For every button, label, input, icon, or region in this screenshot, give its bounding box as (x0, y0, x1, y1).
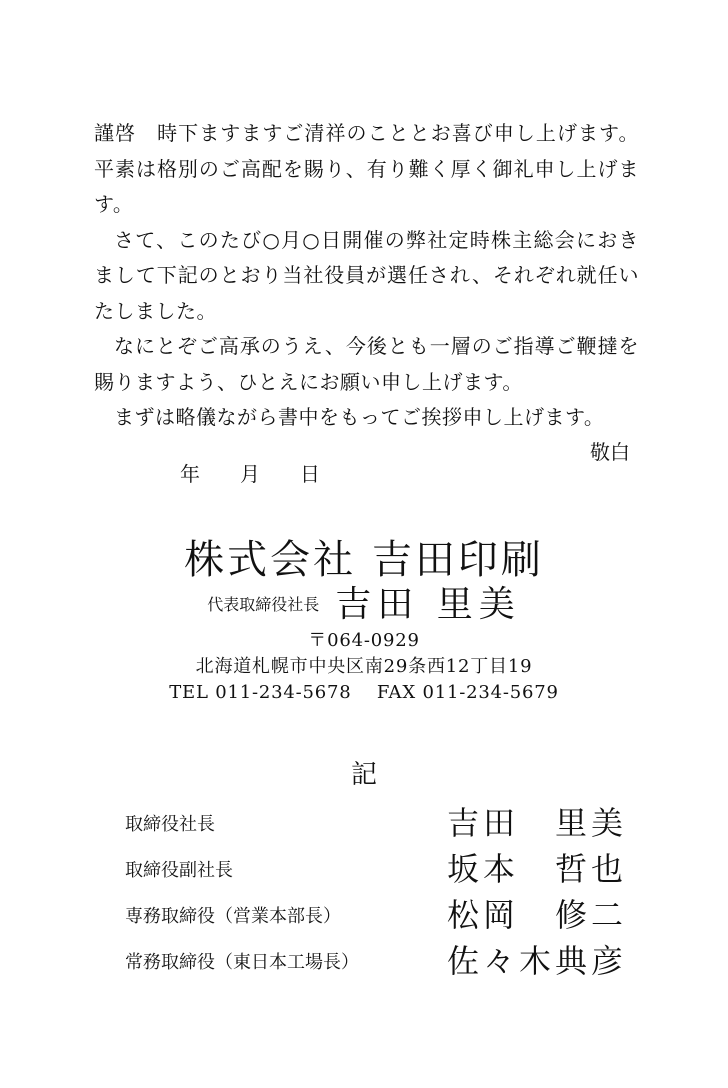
company-address-block (0, 628, 728, 706)
officer-row (125, 890, 635, 936)
officer-name: 吉田 里美 (447, 804, 628, 842)
officer-row (125, 936, 635, 982)
notice-heading: 記 (350, 760, 377, 790)
representative-line (0, 576, 728, 627)
representative-title: 代表取締役社長 (207, 595, 320, 614)
letter-closing: 敬白 (590, 440, 630, 464)
officer-name: 松岡 修二 (447, 896, 628, 934)
officer-name: 坂本 哲也 (447, 850, 628, 888)
letter-body (94, 116, 639, 436)
officer-title: 常務取締役（東日本工場長） (125, 952, 359, 973)
officer-title: 取締役社長 (125, 814, 215, 835)
officer-row (125, 844, 635, 890)
company-address: 北海道札幌市中央区南29条西12丁目19 (195, 656, 533, 677)
officer-title: 専務取締役（営業本部長） (125, 906, 341, 927)
letter-paragraph-greeting: まずは略儀ながら書中をもってご挨拶申し上げます。 (114, 405, 605, 429)
letter-paragraph-opening: 謹啓 時下ますますご清祥のこととお喜び申し上げます。平素は格別のご高配を賜り、有り難く厚く御礼申し上げます。 (94, 121, 639, 216)
postal-code: 〒064-0929 (308, 630, 420, 651)
officer-name: 佐々木典彦 (447, 942, 628, 980)
company-name: 株式会社 吉田印刷 (184, 537, 544, 583)
letter-date: 年 月 日 (180, 462, 320, 486)
officer-list (125, 798, 635, 982)
letter-paragraph-request: なにとぞご高承のうえ、今後とも一層のご指導ご鞭撻を賜りますよう、ひとえにお願い申し上げます。 (94, 334, 639, 394)
officer-row (125, 798, 635, 844)
representative-name: 吉田 里美 (335, 584, 521, 625)
letter-paragraph-announcement: さて、このたび○月○日開催の弊社定時株主総会におきまして下記のとおり当社役員が選任され、それぞれ就任いたしました。 (94, 227, 639, 323)
officer-title: 取締役副社長 (125, 860, 233, 881)
phone-fax: TEL 011-234-5678 FAX 011-234-5679 (169, 682, 559, 703)
